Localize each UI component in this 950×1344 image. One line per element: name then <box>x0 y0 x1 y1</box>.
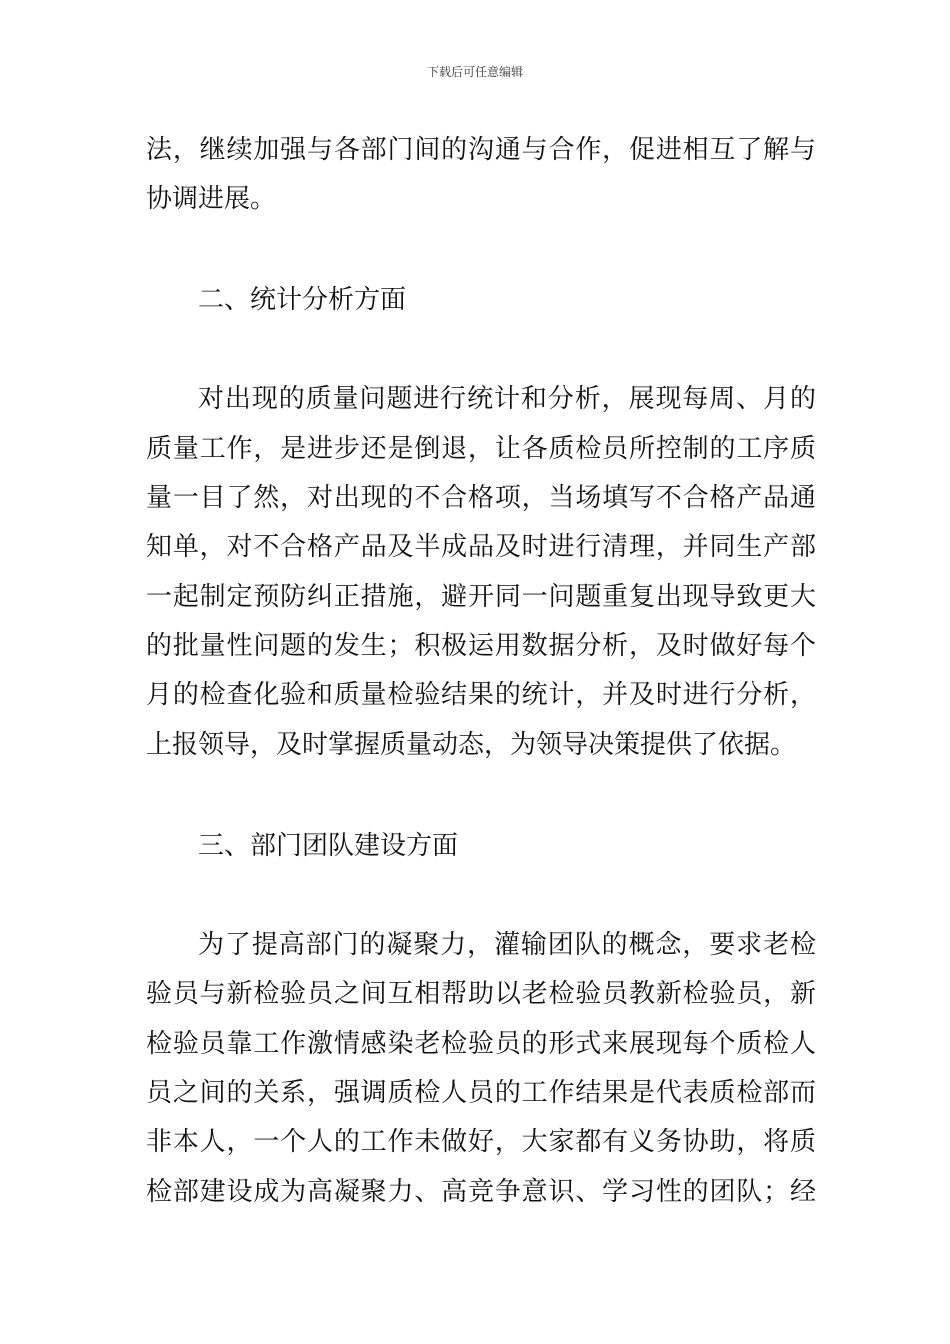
paragraph-3-line-5: 非本人，一个人的工作未做好，大家都有义务协助，将质 <box>146 1127 816 1157</box>
paragraph-3-line-6: 检部建设成为高凝聚力、高竞争意识、学习性的团队；经 <box>146 1177 816 1207</box>
paragraph-2-line-5: 一起制定预防纠正措施，避开同一问题重复出现导致更大 <box>146 582 816 612</box>
paragraph-2-line-8: 上报领导，及时掌握质量动态，为领导决策提供了依据。 <box>146 730 797 760</box>
section-heading-team-building: 三、部门团队建设方面 <box>198 831 459 861</box>
page-header-note: 下载后可任意编辑 <box>426 65 523 79</box>
paragraph-3-line-1: 为了提高部门的凝聚力，灌输团队的概念，要求老检 <box>198 930 816 960</box>
paragraph-3-line-4: 员之间的关系，强调质检人员的工作结果是代表质检部而 <box>146 1078 816 1108</box>
paragraph-3-line-2: 验员与新检验员之间互相帮助以老检验员教新检验员，新 <box>146 979 816 1009</box>
paragraph-2-line-1: 对出现的质量问题进行统计和分析，展现每周、月的 <box>198 384 816 414</box>
paragraph-2-line-6: 的批量性问题的发生；积极运用数据分析，及时做好每个 <box>146 631 816 661</box>
paragraph-2-line-4: 知单，对不合格产品及半成品及时进行清理，并同生产部 <box>146 532 816 562</box>
paragraph-1-line-1: 法，继续加强与各部门间的沟通与合作，促进相互了解与 <box>146 135 816 165</box>
paragraph-2-line-7: 月的检查化验和质量检验结果的统计，并及时进行分析， <box>146 680 816 710</box>
paragraph-2-line-2: 质量工作，是进步还是倒退，让各质检员所控制的工序质 <box>146 434 816 464</box>
paragraph-3-line-3: 检验员靠工作激情感染老检验员的形式来展现每个质检人 <box>146 1029 816 1059</box>
section-heading-statistics: 二、统计分析方面 <box>198 285 407 315</box>
paragraph-2-line-3: 量一目了然，对出现的不合格项，当场填写不合格产品通 <box>146 483 816 513</box>
paragraph-1-line-2: 协调进展。 <box>146 184 277 214</box>
